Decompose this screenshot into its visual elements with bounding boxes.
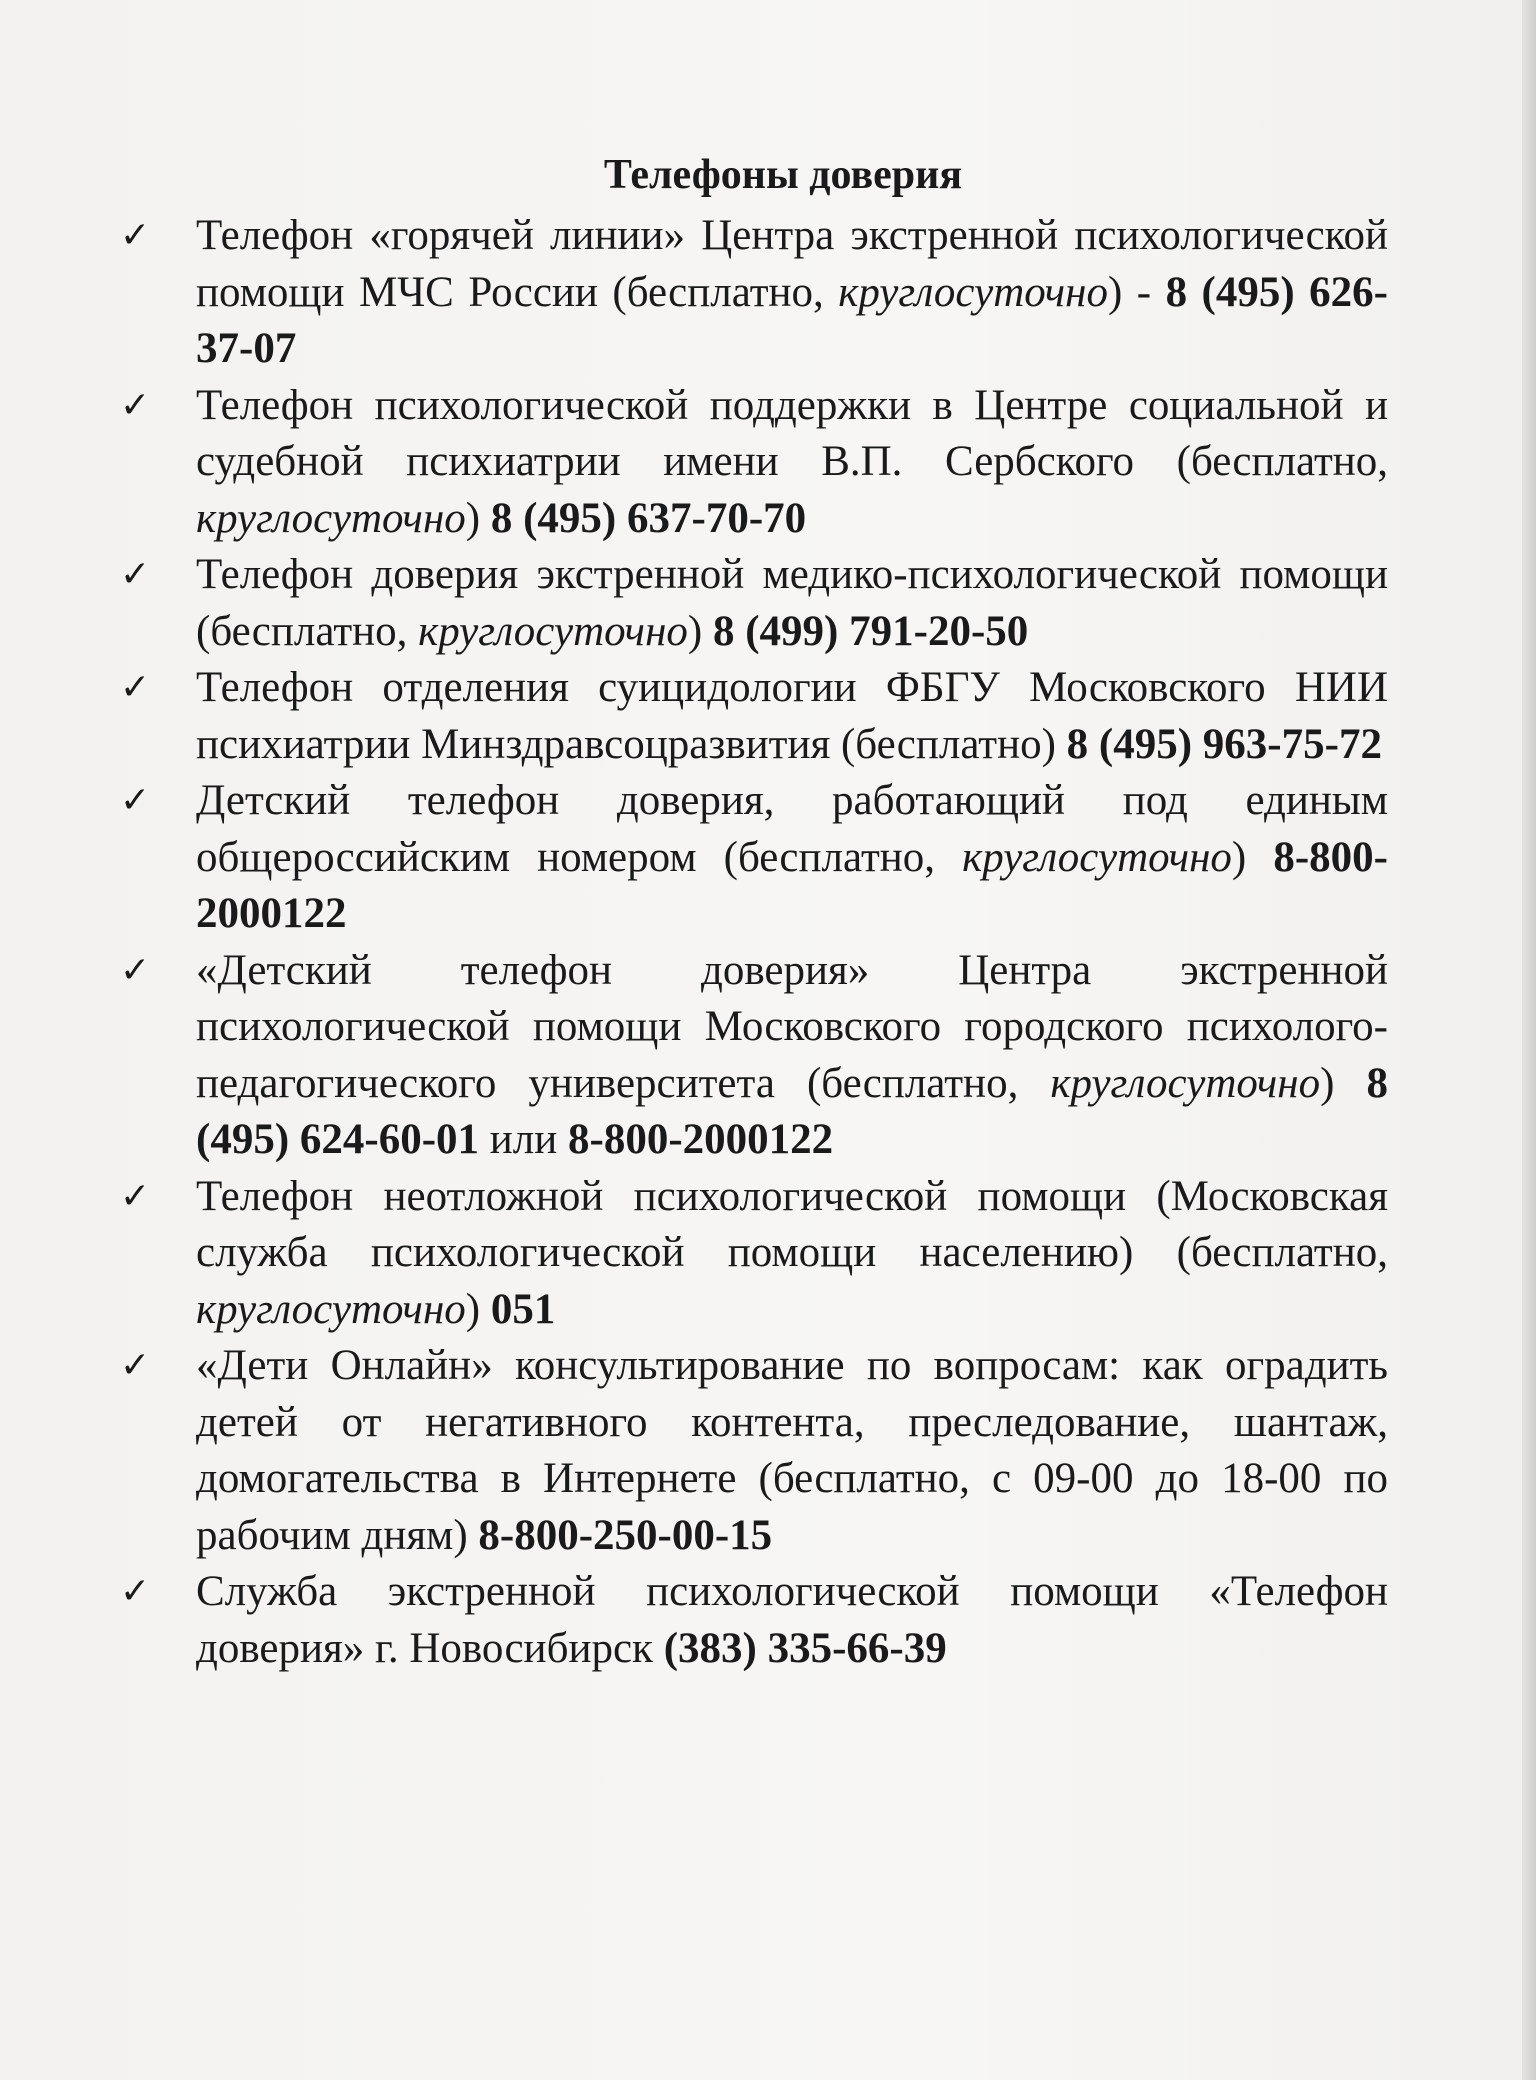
item-text: Телефон психологической поддержки в Центре социальной и судебной психиатрии имени В.П. Сербского (бесплатно, xyxy=(196,381,1388,485)
item-text: Телефон доверия экстренной медико-психологической помощи (бесплатно, xyxy=(196,551,1388,655)
item-text: ) xyxy=(465,1285,491,1333)
list-item xyxy=(118,378,1388,548)
phone-number: 051 xyxy=(490,1285,556,1333)
phone-number: 8 (495) 626-37-07 xyxy=(196,268,1388,372)
checkmark-icon: ✓ xyxy=(120,1571,151,1612)
phone-number: (383) 335-66-39 xyxy=(663,1624,947,1672)
list-item xyxy=(118,208,1388,378)
item-italic: круглосуточно xyxy=(196,494,466,542)
item-text: ) - xyxy=(1108,268,1166,316)
checkmark-icon: ✓ xyxy=(120,780,151,821)
checkmark-icon: ✓ xyxy=(120,1175,151,1217)
page-title: Телефоны доверия xyxy=(603,152,963,198)
page-edge xyxy=(1522,0,1536,2080)
list-item xyxy=(118,1564,1388,1677)
item-text: Телефон отделения суицидологии ФБГУ Московского НИИ психиатрии Минздравсоцразвития (бесплатно) xyxy=(196,664,1388,768)
item-text: «Дети Онлайн» консультирование по вопросам: как оградить детей от негативного контента, преследование, шантаж, домогательства в Интернете (бесплатно, с 09-00 до 18-00 по рабочим дням) xyxy=(196,1342,1388,1559)
hotline-list xyxy=(118,208,1388,1677)
list-item xyxy=(118,1169,1388,1339)
checkmark-icon: ✓ xyxy=(120,667,151,708)
phone-number: 8 (499) 791-20-50 xyxy=(712,607,1029,655)
item-italic: круглосуточно xyxy=(962,833,1232,881)
item-text: ) xyxy=(1320,1059,1367,1107)
checkmark-icon: ✓ xyxy=(120,215,151,256)
list-item xyxy=(118,660,1388,773)
item-text: ) xyxy=(687,607,713,655)
phone-number: 8 (495) 963-75-72 xyxy=(1066,720,1382,768)
list-item xyxy=(118,773,1388,943)
item-italic: круглосуточно xyxy=(418,607,688,655)
list-item xyxy=(118,943,1388,1169)
item-text: ) xyxy=(465,494,491,542)
document-body xyxy=(118,148,1388,1677)
item-text: Телефон «горячей линии» Центра экстренной психологической помощи МЧС России (бесплатно, xyxy=(196,212,1388,316)
item-italic: круглосуточно xyxy=(1050,1059,1321,1107)
phone-number: 8-800-2000122 xyxy=(196,833,1388,937)
phone-number: 8-800-250-00-15 xyxy=(478,1511,773,1559)
checkmark-icon: ✓ xyxy=(120,1345,151,1386)
item-text: или xyxy=(479,1116,569,1163)
phone-number: 8 (495) 637-70-70 xyxy=(490,494,807,542)
checkmark-icon: ✓ xyxy=(120,554,151,595)
item-text: Телефон неотложной психологической помощи (Московская служба психологической помощи населению) (бесплатно, xyxy=(196,1172,1388,1276)
item-text: «Детский телефон доверия» Центра экстренной психологической помощи Московского городского психолого-педагогического университета (бесплатно, xyxy=(196,946,1388,1107)
checkmark-icon: ✓ xyxy=(120,949,151,991)
list-item xyxy=(118,1338,1388,1564)
list-item xyxy=(118,547,1388,660)
phone-number: 8 (495) 624-60-01 xyxy=(196,1059,1388,1163)
phone-number: 8-800-2000122 xyxy=(568,1116,834,1163)
item-text: Детский телефон доверия, работающий под единым общероссийским номером (бесплатно, xyxy=(196,777,1388,881)
item-text: ) xyxy=(1231,833,1274,881)
checkmark-icon: ✓ xyxy=(120,384,151,426)
item-italic: круглосуточно xyxy=(838,268,1109,316)
item-text: Служба экстренной психологической помощи «Телефон доверия» г. Новосибирск xyxy=(196,1568,1388,1672)
item-italic: круглосуточно xyxy=(196,1285,466,1333)
